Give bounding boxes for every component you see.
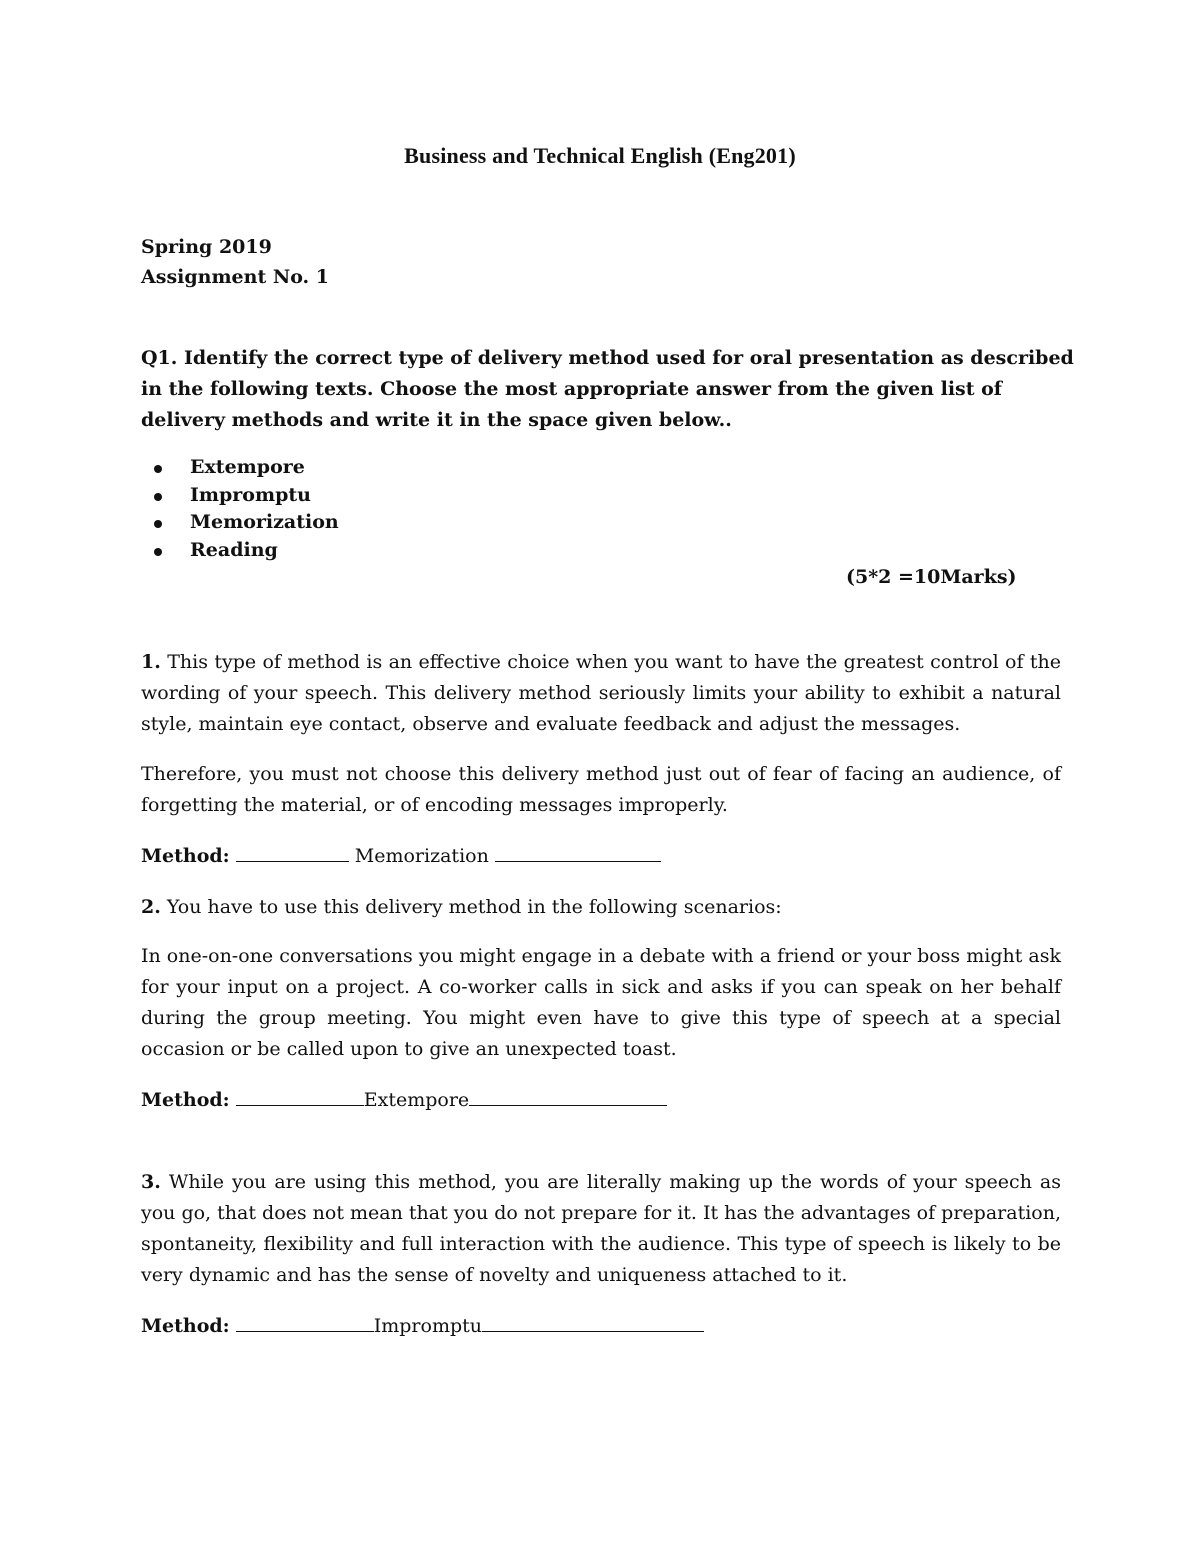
option-label: Reading [190, 538, 278, 561]
paragraph-text: While you are using this method, you are literally making up the words of your speech as you go, that does not mean that you do not prepare for it. It has the advantages of preparation, spontaneity, flexibility and full interaction with the audience. This type of speech is likely to be very dynamic and has the sense of novelty and uniqueness attached to it. [141, 1171, 1061, 1286]
bullet-icon [154, 493, 162, 501]
item-1-paragraph-1 [141, 647, 1061, 740]
option-label: Extempore [190, 456, 305, 478]
answer-blank-left [236, 1087, 364, 1106]
option-label: Memorization [190, 511, 339, 533]
answer-blank-left [236, 1313, 374, 1332]
answer-blank-right [482, 1313, 704, 1332]
document-title: Business and Technical English (Eng201) [404, 143, 796, 168]
method-label: Method: [141, 845, 230, 867]
delivery-method-list [150, 456, 339, 566]
item-2-paragraph-2: In one-on-one conversations you might engage in a debate with a friend or your boss might ask for your input on a project. A co-worker calls in sick and asks if you can speak on her behalf during the group meeting. You might even have to give this type of speech at a special occasion or be called upon to give an unexpected toast. [141, 945, 1061, 1060]
answer-text: Impromptu [373, 1315, 482, 1337]
item-number: 1. [141, 651, 161, 673]
answer-blank-right [495, 843, 661, 862]
item-2-method-line [141, 1087, 667, 1111]
paragraph-text: This type of method is an effective choice when you want to have the greatest control of the wording of your speech. This delivery method seriously limits your ability to exhibit a natural style, maintain eye contact, observe and evaluate feedback and adjust the messages. [141, 651, 1061, 735]
list-item [150, 456, 339, 484]
list-item [150, 511, 339, 539]
question-1-prompt: Q1. Identify the correct type of delivery method used for oral presentation as described in the following texts. Choose the most appropriate answer from the given list of delivery methods and write it in the space given below.. [141, 347, 1074, 431]
item-1-method-line [141, 843, 661, 867]
item-1-paragraph-2: Therefore, you must not choose this delivery method just out of fear of facing an audience, of forgetting the material, or of encoding messages improperly. [141, 763, 1061, 816]
assignment-label: Assignment No. 1 [141, 266, 330, 288]
option-label: Impromptu [190, 483, 311, 506]
paragraph-text: You have to use this delivery method in the following scenarios: [166, 896, 782, 918]
list-item [150, 484, 339, 512]
answer-text: Extempore [363, 1089, 470, 1111]
bullet-icon [154, 548, 162, 556]
item-2-paragraph-1 [141, 892, 1061, 923]
answer-blank-right [469, 1087, 667, 1106]
item-3-paragraph-1 [141, 1167, 1061, 1291]
bullet-icon [154, 520, 162, 528]
marks-label: (5*2 =10Marks) [846, 566, 1017, 588]
bullet-icon [154, 465, 162, 473]
method-label: Method: [141, 1089, 230, 1111]
answer-blank-left [236, 843, 349, 862]
item-3-method-line [141, 1313, 704, 1337]
method-label: Method: [141, 1315, 230, 1337]
answer-text: Memorization [354, 845, 489, 867]
list-item [150, 539, 339, 567]
semester-label: Spring 2019 [141, 236, 272, 258]
item-number: 3. [141, 1171, 161, 1193]
item-number: 2. [141, 896, 161, 918]
